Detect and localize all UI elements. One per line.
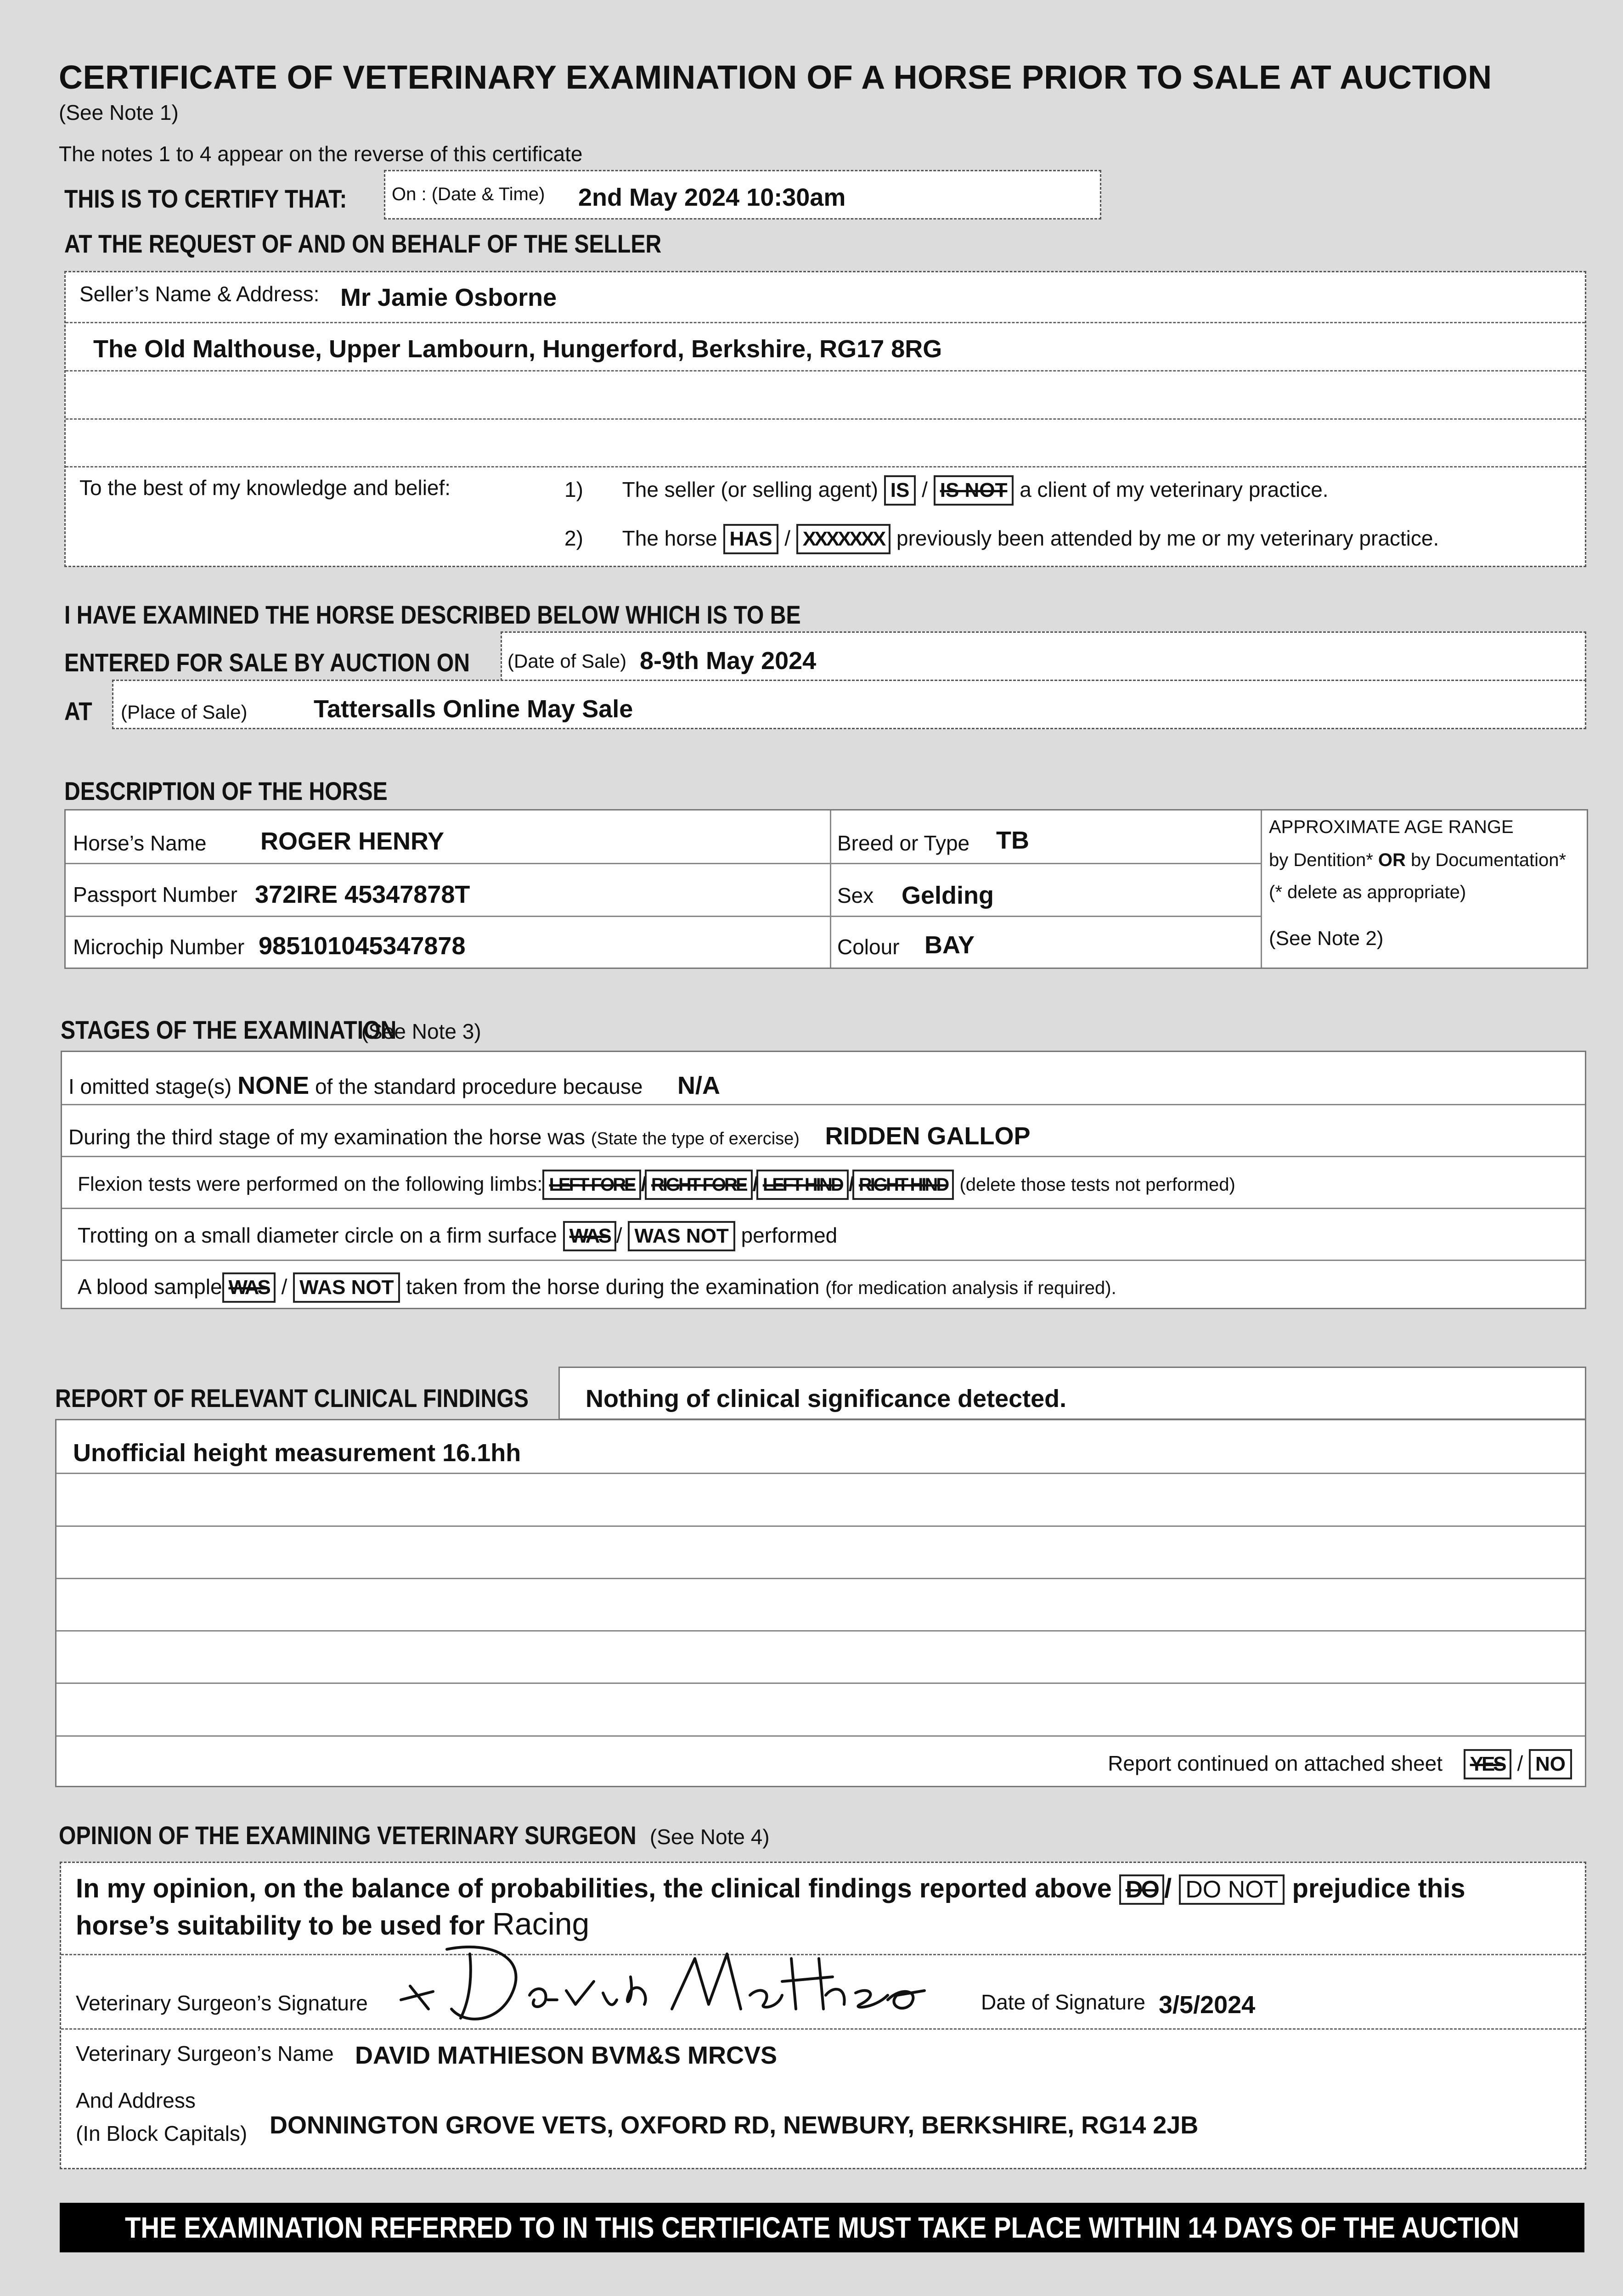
third-stage-note: (State the type of exercise) <box>591 1129 800 1148</box>
item2-num: 2) <box>564 526 583 550</box>
signature-date[interactable]: 3/5/2024 <box>1159 1991 1256 2019</box>
trot-option-was[interactable]: WAS <box>563 1221 616 1251</box>
belief-item-2 <box>564 524 1439 554</box>
report-heading: REPORT OF RELEVANT CLINICAL FINDINGS <box>55 1384 529 1412</box>
report-continued-label: Report continued on attached sheet <box>1108 1751 1443 1775</box>
opinion-heading-text: OPINION OF THE EXAMINING VETERINARY SURGEON <box>59 1821 637 1850</box>
opinion-heading-note: (See Note 4) <box>649 1825 770 1849</box>
omitted-label: I omitted stage(s) <box>68 1075 232 1098</box>
age-dentition[interactable]: by Dentition* <box>1269 850 1373 870</box>
sale-at-label: AT <box>64 697 92 726</box>
signature-image <box>392 1940 934 2032</box>
item1-num: 1) <box>564 478 583 501</box>
age-or: OR <box>1378 850 1406 870</box>
microchip-number[interactable]: 985101045347878 <box>259 932 466 960</box>
omitted-mid: of the standard procedure because <box>315 1075 643 1098</box>
belief-item-1 <box>564 475 1329 506</box>
flexion-right-hind[interactable]: RIGHT HIND <box>852 1170 954 1200</box>
opinion-post: prejudice this <box>1292 1874 1465 1903</box>
item1-text: The seller (or selling agent) <box>622 478 879 501</box>
opinion-box <box>60 1862 1586 2169</box>
flexion-sep-2: / <box>752 1173 756 1195</box>
sale-place-box <box>112 680 1586 729</box>
report-first-line-box <box>558 1367 1586 1420</box>
seller-name[interactable]: Mr Jamie Osborne <box>340 284 557 311</box>
item2-option-has[interactable]: HAS <box>723 524 779 554</box>
passport-number[interactable]: 372IRE 45347878T <box>255 881 470 908</box>
blood-post: taken from the horse during the examination <box>406 1275 820 1299</box>
report-continued-sep: / <box>1517 1751 1523 1775</box>
request-line: AT THE REQUEST OF AND ON BEHALF OF THE SELLER <box>64 229 662 258</box>
item1-post: a client of my veterinary practice. <box>1020 478 1329 501</box>
vet-name-label: Veterinary Surgeon’s Name <box>76 2042 334 2065</box>
sex-label: Sex <box>837 884 874 907</box>
belief-label: To the best of my knowledge and belief: <box>79 476 451 500</box>
passport-label: Passport Number <box>73 883 237 906</box>
item2-sep: / <box>784 526 791 550</box>
signature-date-label: Date of Signature <box>981 1990 1146 2014</box>
horse-table <box>64 809 1588 969</box>
breed-label: Breed or Type <box>837 831 970 855</box>
opinion-use[interactable]: Racing <box>492 1907 590 1941</box>
blood-option-was-not[interactable]: WAS NOT <box>293 1272 400 1303</box>
age-title: APPROXIMATE AGE RANGE <box>1269 817 1514 837</box>
opinion-sep: / <box>1164 1874 1172 1903</box>
flexion-label: Flexion tests were performed on the following limbs: <box>78 1173 543 1195</box>
report-box <box>55 1419 1586 1787</box>
stages-third-row <box>68 1122 1031 1150</box>
flexion-note: (delete those tests not performed) <box>959 1175 1235 1195</box>
stages-table <box>61 1051 1586 1309</box>
stages-heading-text: STAGES OF THE EXAMINATION <box>61 1015 397 1044</box>
colour-value[interactable]: BAY <box>924 931 975 959</box>
trot-option-was-not[interactable]: WAS NOT <box>628 1221 735 1251</box>
item2-text: The horse <box>622 526 717 550</box>
vet-address[interactable]: DONNINGTON GROVE VETS, OXFORD RD, NEWBURY, BERKSHIRE, RG14 2JB <box>270 2111 1199 2139</box>
opinion-line-1 <box>76 1873 1465 1905</box>
microchip-label: Microchip Number <box>73 935 245 959</box>
third-stage-label: During the third stage of my examination the horse was <box>68 1125 586 1149</box>
footer-banner-text: THE EXAMINATION REFERRED TO IN THIS CERTIFICATE MUST TAKE PLACE WITHIN 14 DAYS OF THE AUCTION <box>124 2211 1520 2244</box>
trot-sep: / <box>616 1223 622 1247</box>
sale-date-label: (Date of Sale) <box>507 650 627 672</box>
stages-flexion-row <box>78 1170 1235 1200</box>
horse-name-label: Horse’s Name <box>73 831 207 855</box>
sale-date-box <box>501 631 1586 681</box>
blood-option-was[interactable]: WAS <box>222 1272 276 1303</box>
report-continued-no[interactable]: NO <box>1529 1749 1572 1779</box>
item1-sep: / <box>922 478 928 501</box>
flexion-left-fore[interactable]: LEFT FORE <box>542 1170 641 1200</box>
flexion-sep-1: / <box>641 1173 645 1195</box>
blood-note: (for medication analysis if required). <box>825 1278 1116 1298</box>
signature-label: Veterinary Surgeon’s Signature <box>76 1991 368 2015</box>
opinion-line-2 <box>76 1906 589 1942</box>
flexion-sep-3: / <box>848 1173 852 1195</box>
flexion-right-fore[interactable]: RIGHT FORE <box>645 1170 753 1200</box>
vet-name[interactable]: DAVID MATHIESON BVM&S MRCVS <box>355 2042 778 2069</box>
report-continued-row <box>1108 1749 1572 1779</box>
blood-sep: / <box>281 1275 287 1299</box>
on-date-label: On : (Date & Time) <box>392 184 545 204</box>
sex-value[interactable]: Gelding <box>902 882 994 909</box>
age-delete-note: (* delete as appropriate) <box>1269 882 1466 902</box>
opinion-option-do-not[interactable]: DO NOT <box>1179 1874 1285 1905</box>
sale-line-1: I HAVE EXAMINED THE HORSE DESCRIBED BELOW WHICH IS TO BE <box>64 600 801 629</box>
seller-address[interactable]: The Old Malthouse, Upper Lambourn, Hungerford, Berkshire, RG17 8RG <box>93 335 942 363</box>
stages-heading <box>61 1015 481 1045</box>
item1-option-is-not[interactable]: IS NOT <box>934 475 1014 506</box>
sale-line-2: ENTERED FOR SALE BY AUCTION ON <box>64 648 470 677</box>
opinion-option-do[interactable]: DO <box>1119 1874 1164 1905</box>
item1-option-is[interactable]: IS <box>884 475 916 506</box>
opinion-line-2-text: horse’s suitability to be used for <box>76 1911 485 1941</box>
sale-place-label: (Place of Sale) <box>121 701 248 723</box>
flexion-left-hind[interactable]: LEFT HIND <box>756 1170 849 1200</box>
report-finding-1[interactable]: Nothing of clinical significance detected. <box>586 1385 1067 1412</box>
seller-box <box>64 271 1586 567</box>
certificate-title: CERTIFICATE OF VETERINARY EXAMINATION OF A HORSE PRIOR TO SALE AT AUCTION <box>59 59 1492 96</box>
breed-value[interactable]: TB <box>996 827 1029 854</box>
opinion-text: In my opinion, on the balance of probabilities, the clinical findings reported above <box>76 1874 1112 1903</box>
see-note-1: (See Note 1) <box>59 101 179 124</box>
item2-option-has-not[interactable]: XXXXXXX <box>796 524 890 554</box>
item2-post: previously been attended by me or my veterinary practice. <box>896 526 1439 550</box>
horse-heading: DESCRIPTION OF THE HORSE <box>64 777 388 805</box>
stages-omitted-row <box>68 1071 720 1100</box>
notes-line: The notes 1 to 4 appear on the reverse of this certificate <box>59 142 583 166</box>
vet-address-label-2: (In Block Capitals) <box>76 2122 248 2145</box>
stages-blood-row <box>78 1272 1116 1303</box>
age-method <box>1269 850 1566 871</box>
blood-label: A blood sample <box>78 1275 222 1299</box>
trot-label: Trotting on a small diameter circle on a firm surface <box>78 1223 557 1247</box>
on-date-box <box>384 170 1101 219</box>
omitted-value[interactable]: NONE <box>237 1072 310 1099</box>
vet-address-label: And Address <box>76 2088 196 2112</box>
trot-post: performed <box>741 1223 838 1247</box>
footer-banner <box>60 2203 1584 2252</box>
certify-label: THIS IS TO CERTIFY THAT: <box>64 184 347 213</box>
opinion-heading <box>59 1820 770 1850</box>
sale-place-value[interactable]: Tattersalls Online May Sale <box>314 695 633 723</box>
age-see-note-2: (See Note 2) <box>1269 927 1384 950</box>
report-continued-yes[interactable]: YES <box>1464 1749 1511 1779</box>
seller-name-label: Seller’s Name & Address: <box>79 282 320 306</box>
stages-trot-row <box>78 1221 837 1251</box>
third-stage-value[interactable]: RIDDEN GALLOP <box>825 1122 1031 1150</box>
sale-date-value[interactable]: 8-9th May 2024 <box>640 647 817 675</box>
on-date-value[interactable]: 2nd May 2024 10:30am <box>578 184 846 211</box>
horse-name[interactable]: ROGER HENRY <box>260 827 445 855</box>
omitted-reason[interactable]: N/A <box>677 1072 720 1099</box>
report-finding-2[interactable]: Unofficial height measurement 16.1hh <box>73 1439 521 1467</box>
colour-label: Colour <box>837 935 900 959</box>
stages-heading-note: (See Note 3) <box>361 1019 481 1043</box>
age-documentation[interactable]: by Documentation* <box>1411 850 1567 870</box>
